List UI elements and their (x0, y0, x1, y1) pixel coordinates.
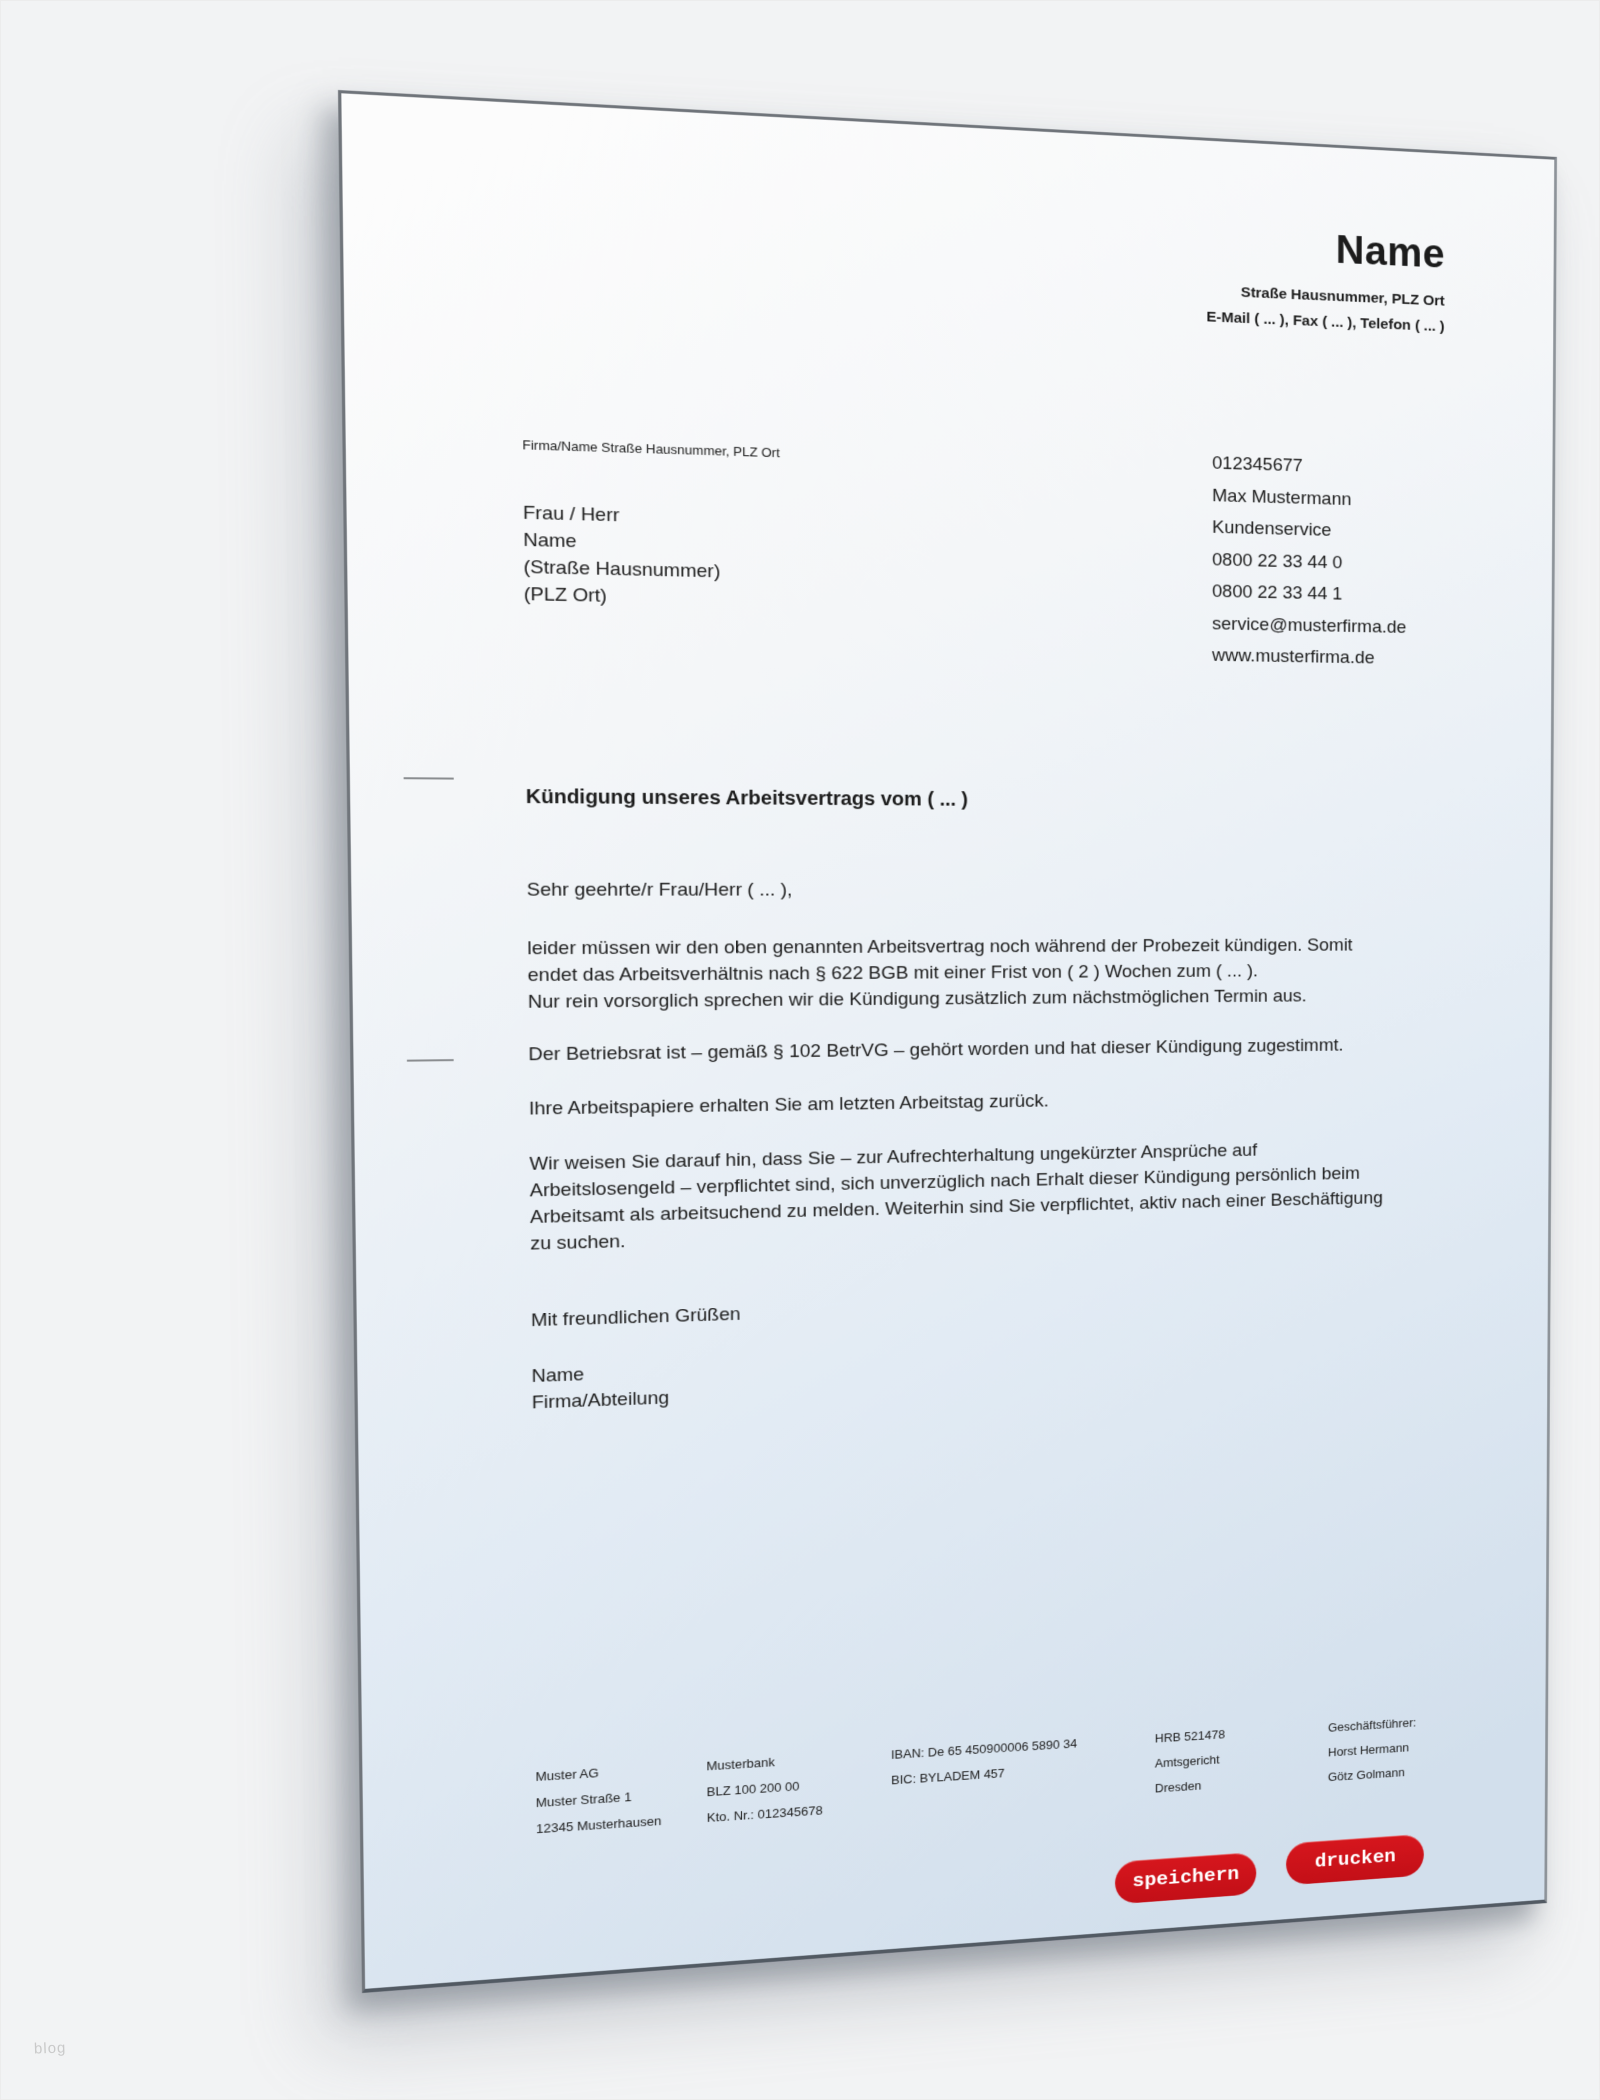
recipient-address-block: Frau / Herr Name (Straße Hausnummer) (PLZ Ort) (522, 502, 721, 607)
fold-mark-bottom (407, 1059, 454, 1062)
letterhead-contact: E-Mail ( ... ), Fax ( ... ), Telefon ( ... ) (1206, 308, 1445, 335)
print-button[interactable]: drucken (1286, 1834, 1424, 1886)
save-button[interactable]: speichern (1115, 1852, 1256, 1905)
footer-iban-bic: IBAN: De 65 450900006 5890 34 BIC: BYLADEM 457 (890, 1736, 1078, 1788)
salutation: Sehr geehrte/r Frau/Herr ( ... ), (526, 879, 793, 901)
signature-block: Name Firma/Abteilung (531, 1364, 670, 1414)
letterhead (843, 202, 1445, 340)
letterhead-company-name: Name (1335, 226, 1445, 277)
footer-bank-details: Musterbank BLZ 100 200 00 Kto. Nr.: 012345678 (706, 1754, 823, 1825)
sender-return-address: Firma/Name Straße Hausnummer, PLZ Ort (522, 437, 780, 461)
contact-info-block: 012345677 Max Mustermann Kundenservice 0800 22 33 44 0 0800 22 33 44 1 service@musterfirma.de www.musterfirma.de (1212, 453, 1407, 669)
footer-register-court: HRB 521478 Amtsgericht Dresden (1154, 1727, 1226, 1796)
watermark: blog (33, 2039, 67, 2058)
body-paragraph: leider müssen wir den oben genannten Arbeitsvertrag noch während der Probezeit kündigen. Somit endet das Arbeitsverhältnis nach § 622 BGB mit einer Frist von ( 2 ) Wochen zum ( ... ). Nur rein vorsorglich sprechen wir die Kündigung zusätzlich zum nächstmöglichen Termin aus. (527, 935, 1353, 1013)
body-paragraph: Der Betriebsrat ist – gemäß § 102 BetrVG – gehört worden und hat dieser Kündigung zugestimmt. (528, 1035, 1344, 1066)
body-paragraph: Wir weisen Sie darauf hin, dass Sie – zur Aufrechterhaltung ungekürzter Ansprüche auf Arbeitslosengeld – verpflichtet sind, sich unverzüglich nach Erhalt dieser Kündigung persönlich beim Arbeitsamt als arbeitsuchend zu melden. Weiterhin sind Sie verpflichtet, aktiv nach einer Beschäftigung zu suchen. (529, 1140, 1383, 1255)
footer-managing-directors: Geschäftsführer: Horst Hermann Götz Golmann (1327, 1715, 1417, 1784)
subject-line: Kündigung unseres Arbeitsvertrags vom ( ... ) (525, 786, 969, 811)
letter-page (338, 90, 1557, 1993)
body-paragraph: Ihre Arbeitspapiere erhalten Sie am letzten Arbeitstag zurück. (528, 1091, 1049, 1120)
fold-mark-top (404, 777, 454, 779)
closing-phrase: Mit freundlichen Grüßen (530, 1304, 741, 1332)
footer-company-address: Muster AG Muster Straße 1 12345 Musterhausen (535, 1765, 662, 1837)
letterhead-address: Straße Hausnummer, PLZ Ort (1240, 284, 1445, 310)
